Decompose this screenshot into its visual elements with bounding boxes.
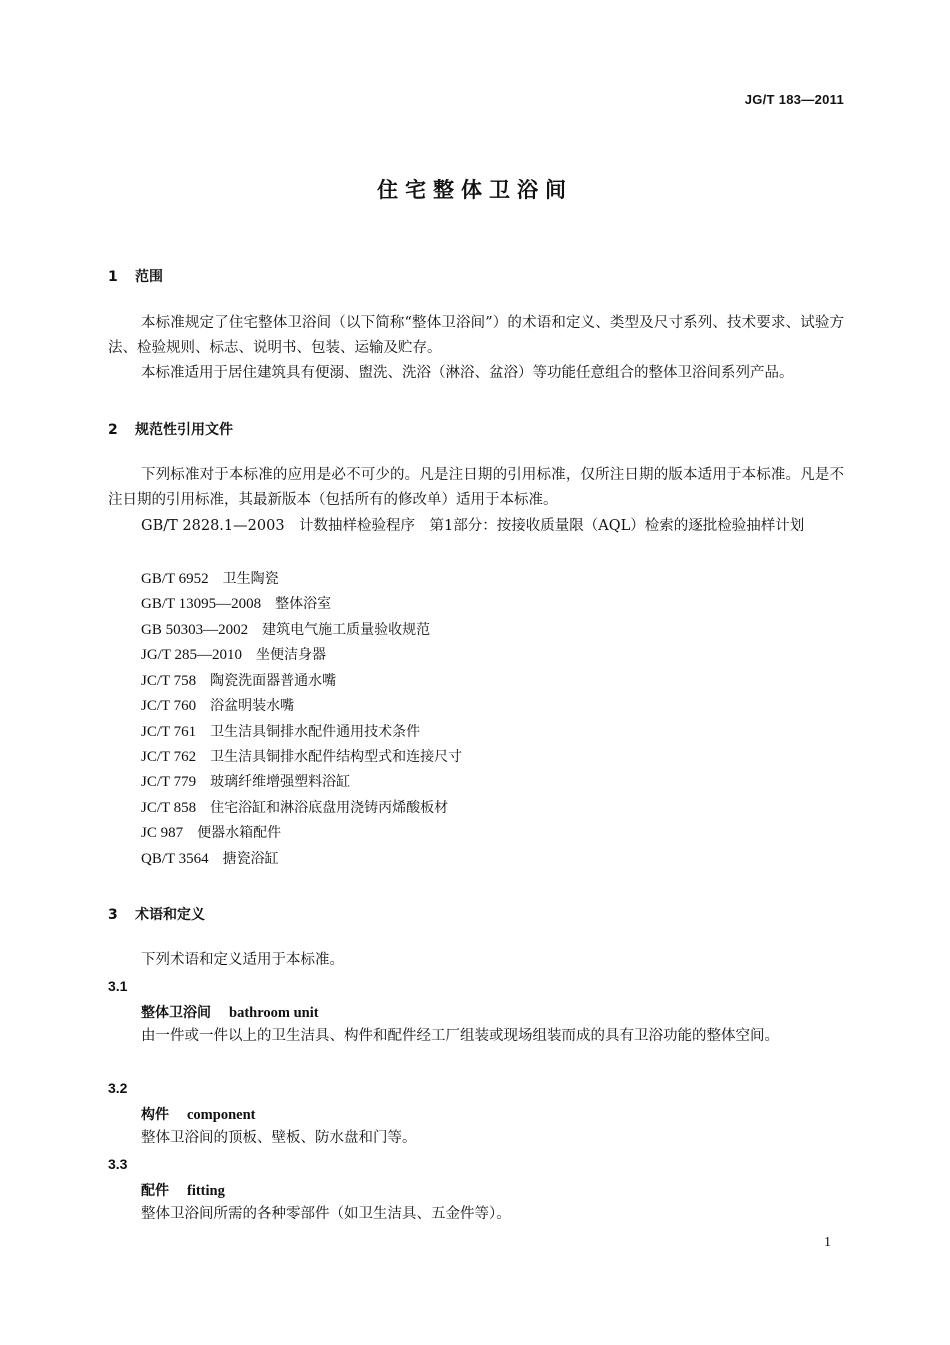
reference-name: 住宅浴缸和淋浴底盘用浇铸丙烯酸板材: [210, 800, 449, 816]
term-definition: 整体卫浴间所需的各种零部件（如卫生洁具、五金件等）。: [141, 1206, 511, 1222]
section-1-title: 范围: [135, 269, 163, 285]
reference-name: 建筑电气施工质量验收规范: [262, 622, 431, 638]
reference-item: [141, 797, 448, 817]
reference-name: 便器水箱配件: [197, 825, 282, 841]
section-2-heading: [108, 419, 233, 439]
section-3-heading: [108, 904, 205, 924]
reference-item: [141, 695, 294, 715]
reference-item: [141, 822, 281, 842]
term-definition: 由一件或一件以上的卫生洁具、构件和配件经工厂组装或现场组装而成的具有卫浴功能的整体空间。: [141, 1028, 779, 1044]
section-1-heading: [108, 266, 163, 286]
term-definition: 整体卫浴间的顶板、壁板、防水盘和门等。: [141, 1130, 417, 1146]
reference-code: JC/T 761: [141, 724, 197, 740]
reference-code: JC/T 858: [141, 800, 197, 816]
term-zh: 配件: [141, 1183, 169, 1199]
reference-name: 浴盆明装水嘴: [210, 698, 295, 714]
document-title: 住宅整体卫浴间: [377, 178, 573, 202]
term-number: 3.3: [108, 1156, 128, 1172]
reference-item: [141, 593, 331, 613]
reference-item: [141, 848, 279, 868]
reference-name: 搪瓷浴缸: [222, 851, 279, 867]
reference-code: GB 50303—2002: [141, 622, 249, 638]
reference-name: 卫生洁具铜排水配件结构型式和连接尺寸: [210, 749, 463, 765]
reference-item: [141, 721, 420, 741]
reference-code: JC 987: [141, 825, 184, 841]
reference-item: [141, 746, 462, 766]
term-en: fitting: [187, 1183, 225, 1199]
term-en: component: [187, 1107, 256, 1123]
reference-item: [141, 771, 350, 791]
reference-code: JG/T 285—2010: [141, 647, 242, 663]
term-en: bathroom unit: [229, 1005, 319, 1021]
reference-name: 卫生洁具铜排水配件通用技术条件: [210, 724, 421, 740]
reference-name: 坐便洁身器: [255, 647, 326, 663]
reference-name: 卫生陶瓷: [222, 571, 279, 587]
reference-name: 陶瓷洗面器普通水嘴: [210, 673, 337, 689]
section-2-title: 规范性引用文件: [135, 422, 233, 438]
term-title: [141, 1002, 319, 1022]
section-3-title: 术语和定义: [135, 907, 205, 923]
reference-item: [141, 644, 326, 664]
term-number: 3.1: [108, 978, 128, 994]
reference-name: 整体浴室: [275, 596, 332, 612]
section-1-paragraph-2: 本标准适用于居住建筑具有便溺、盥洗、洗浴（淋浴、盆浴）等功能任意组合的整体卫浴间系列产品。: [141, 365, 794, 381]
reference-item: [141, 619, 430, 639]
section-2-number: 2: [108, 422, 118, 438]
reference-code: JC/T 758: [141, 673, 197, 689]
term-title: [141, 1180, 225, 1200]
section-3-number: 3: [108, 907, 118, 923]
reference-code: GB/T 13095—2008: [141, 596, 262, 612]
page-number: 1: [824, 1235, 831, 1250]
reference-item: [141, 670, 336, 690]
term-zh: 构件: [141, 1107, 169, 1123]
section-1-paragraph-1: 本标准规定了住宅整体卫浴间（以下简称“整体卫浴间”）的术语和定义、类型及尺寸系列、技术要求、试验方法、检验规则、标志、说明书、包装、运输及贮存。: [108, 315, 844, 356]
reference-code: JC/T 779: [141, 774, 197, 790]
section-2-reference-long: GB/T 2828.1—2003 计数抽样检验程序 第1部分：按接收质量限（AQL）检索的逐批检验抽样计划: [141, 518, 805, 534]
standard-code: JG/T 183—2011: [744, 92, 844, 107]
section-2-paragraph-1: 下列标准对于本标准的应用是必不可少的。凡是注日期的引用标准，仅所注日期的版本适用于本标准。凡是不注日期的引用标准，其最新版本（包括所有的修改单）适用于本标准。: [108, 467, 844, 508]
section-1-number: 1: [108, 269, 118, 285]
term-title: [141, 1104, 255, 1124]
reference-code: QB/T 3564: [141, 851, 209, 867]
reference-item: [141, 568, 279, 588]
reference-name: 玻璃纤维增强塑料浴缸: [210, 774, 351, 790]
reference-code: GB/T 6952: [141, 571, 209, 587]
reference-code: JC/T 762: [141, 749, 197, 765]
term-zh: 整体卫浴间: [141, 1005, 211, 1021]
reference-code: JC/T 760: [141, 698, 197, 714]
section-3-paragraph-1: 下列术语和定义适用于本标准。: [141, 952, 344, 968]
term-number: 3.2: [108, 1080, 128, 1096]
